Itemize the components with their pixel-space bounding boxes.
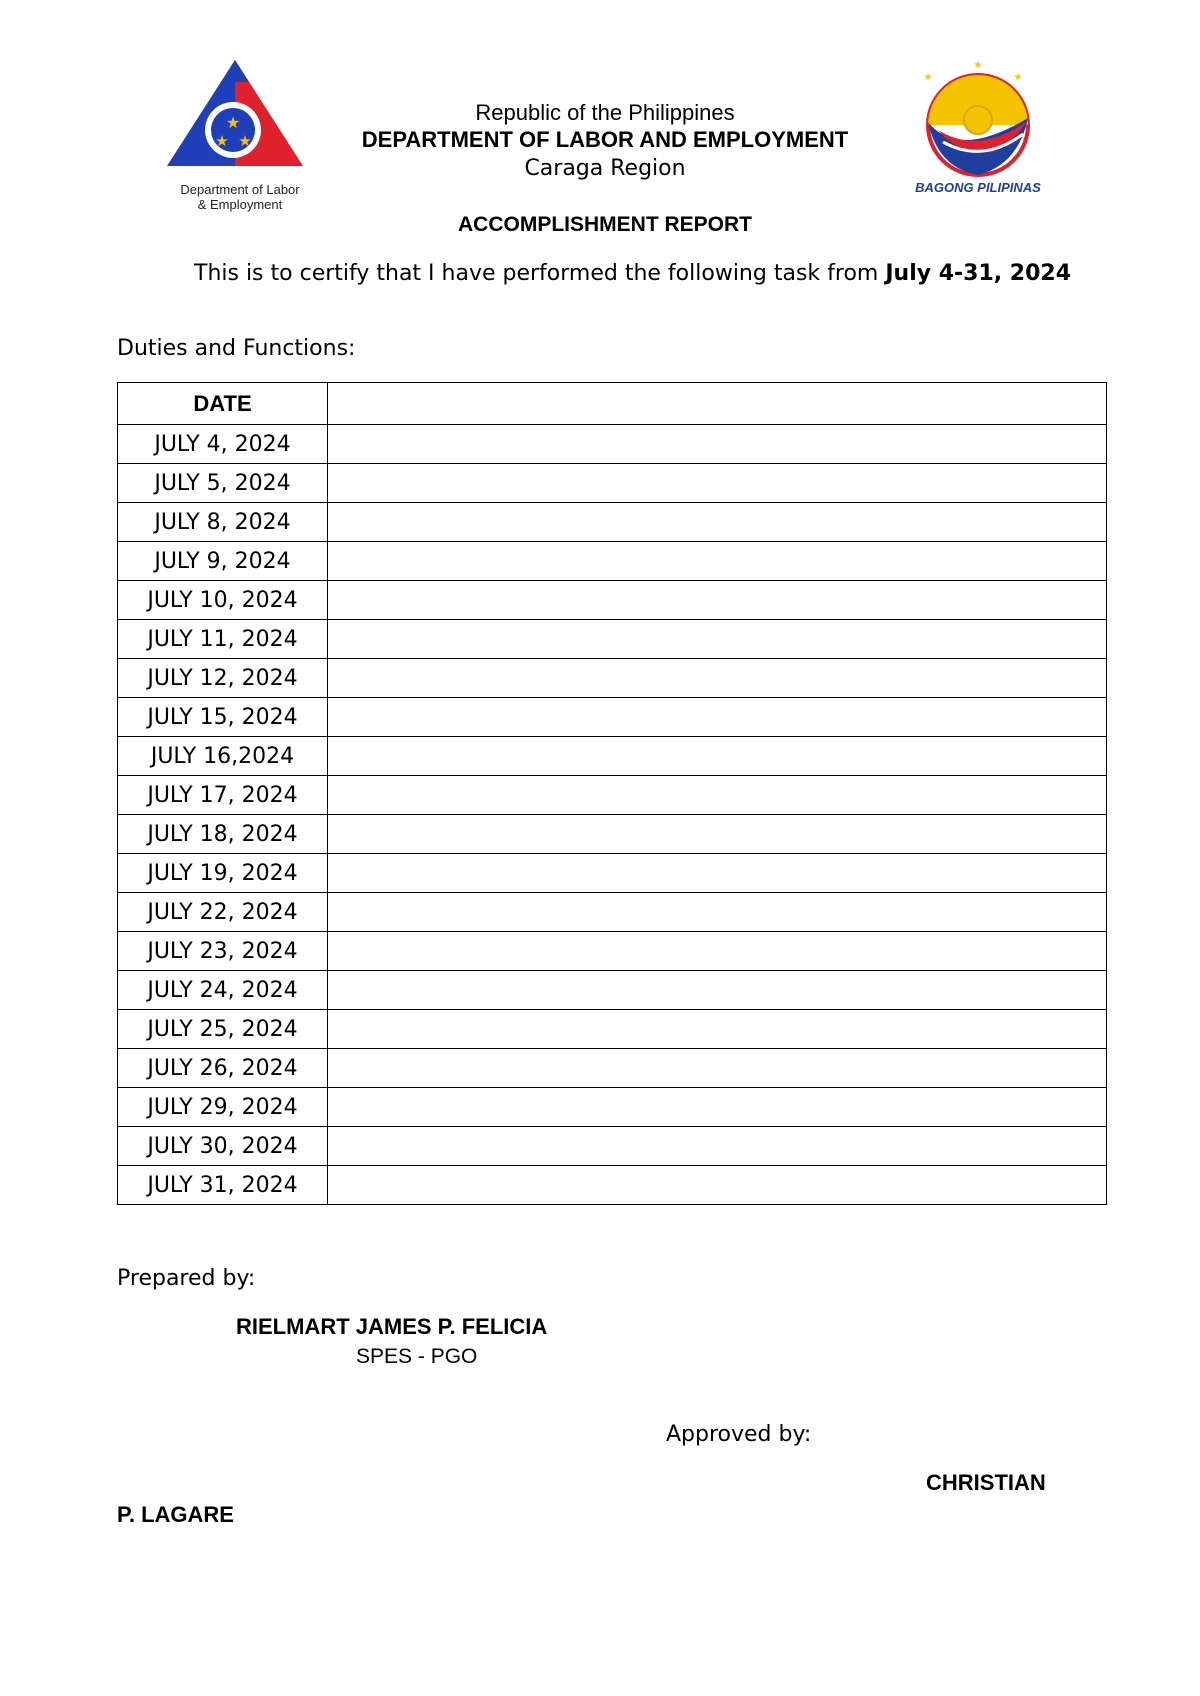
table-row [118, 659, 1107, 698]
duties-cell [328, 854, 1107, 893]
date-cell: JULY 19, 2024 [118, 854, 328, 893]
prepared-by-name: RIELMART JAMES P. FELICIA [236, 1314, 548, 1339]
duties-cell [328, 1166, 1107, 1205]
prepared-by-role: SPES - PGO [356, 1345, 478, 1368]
duties-column-header [328, 383, 1107, 425]
date-cell: JULY 16,2024 [118, 737, 328, 776]
date-cell: JULY 26, 2024 [118, 1049, 328, 1088]
duties-cell [328, 620, 1107, 659]
date-cell: JULY 11, 2024 [118, 620, 328, 659]
table-row [118, 815, 1107, 854]
dole-emblem-icon [165, 58, 315, 188]
approved-by-name-line1: CHRISTIAN [926, 1470, 1046, 1495]
table-row [118, 1049, 1107, 1088]
duties-cell [328, 815, 1107, 854]
svg-text:★: ★ [1013, 72, 1023, 83]
duties-cell [328, 425, 1107, 464]
duties-cell [328, 776, 1107, 815]
duties-cell [328, 1127, 1107, 1166]
department-heading: DEPARTMENT OF LABOR AND EMPLOYMENT [361, 127, 849, 152]
duties-cell [328, 503, 1107, 542]
date-cell: JULY 10, 2024 [118, 581, 328, 620]
table-row [118, 932, 1107, 971]
duties-cell [328, 971, 1107, 1010]
duties-cell [328, 893, 1107, 932]
date-cell: JULY 25, 2024 [118, 1010, 328, 1049]
approved-by-label: Approved by: [666, 1422, 812, 1447]
table-row [118, 1166, 1107, 1205]
table-row [118, 698, 1107, 737]
date-cell: JULY 5, 2024 [118, 464, 328, 503]
date-cell: JULY 12, 2024 [118, 659, 328, 698]
certification-statement [117, 258, 1107, 289]
table-row [118, 581, 1107, 620]
duties-cell [328, 464, 1107, 503]
republic-heading: Republic of the Philippines [475, 100, 735, 125]
table-row [118, 971, 1107, 1010]
table-body [118, 425, 1107, 1205]
duties-label: Duties and Functions: [117, 336, 356, 361]
table-row [118, 542, 1107, 581]
accomplishment-table [117, 382, 1107, 1205]
date-cell: JULY 29, 2024 [118, 1088, 328, 1127]
table-row [118, 776, 1107, 815]
prepared-by-label: Prepared by: [117, 1266, 256, 1291]
table-row [118, 893, 1107, 932]
table-row [118, 503, 1107, 542]
table-row [118, 1127, 1107, 1166]
duties-cell [328, 581, 1107, 620]
svg-text:★: ★ [973, 60, 983, 71]
duties-cell [328, 1088, 1107, 1127]
duties-cell [328, 1049, 1107, 1088]
svg-text:★: ★ [238, 132, 252, 150]
date-cell: JULY 17, 2024 [118, 776, 328, 815]
table-row [118, 620, 1107, 659]
date-cell: JULY 15, 2024 [118, 698, 328, 737]
table-row [118, 1088, 1107, 1127]
table-row [118, 464, 1107, 503]
date-cell: JULY 30, 2024 [118, 1127, 328, 1166]
report-title: ACCOMPLISHMENT REPORT [458, 213, 752, 236]
bagong-pilipinas-logo [898, 60, 1058, 200]
bagong-pilipinas-caption: BAGONG PILIPINAS [915, 180, 1041, 195]
table-row [118, 854, 1107, 893]
date-cell: JULY 23, 2024 [118, 932, 328, 971]
duties-cell [328, 698, 1107, 737]
date-cell: JULY 31, 2024 [118, 1166, 328, 1205]
duties-cell [328, 1010, 1107, 1049]
dole-caption-line1: Department of Labor [180, 182, 300, 197]
date-cell: JULY 24, 2024 [118, 971, 328, 1010]
date-cell: JULY 9, 2024 [118, 542, 328, 581]
duties-cell [328, 932, 1107, 971]
svg-text:★: ★ [225, 113, 241, 132]
svg-text:★: ★ [923, 72, 933, 83]
date-cell: JULY 4, 2024 [118, 425, 328, 464]
table-row [118, 1010, 1107, 1049]
table-row [118, 425, 1107, 464]
region-heading: Caraga Region [524, 156, 686, 181]
dole-logo [165, 58, 315, 218]
table-row [118, 737, 1107, 776]
certification-period: July 4-31, 2024 [885, 261, 1072, 286]
bagong-pilipinas-emblem-icon [898, 60, 1058, 180]
approved-by-name-line2: P. LAGARE [117, 1502, 234, 1527]
certification-text: This is to certify that I have performed the following task from [194, 261, 879, 286]
date-cell: JULY 22, 2024 [118, 893, 328, 932]
svg-text:★: ★ [215, 132, 229, 150]
duties-cell [328, 737, 1107, 776]
date-column-header: DATE [118, 383, 328, 425]
duties-cell [328, 542, 1107, 581]
duties-cell [328, 659, 1107, 698]
dole-caption-line2: & Employment [197, 197, 283, 212]
table-header-row [118, 383, 1107, 425]
date-cell: JULY 8, 2024 [118, 503, 328, 542]
date-cell: JULY 18, 2024 [118, 815, 328, 854]
